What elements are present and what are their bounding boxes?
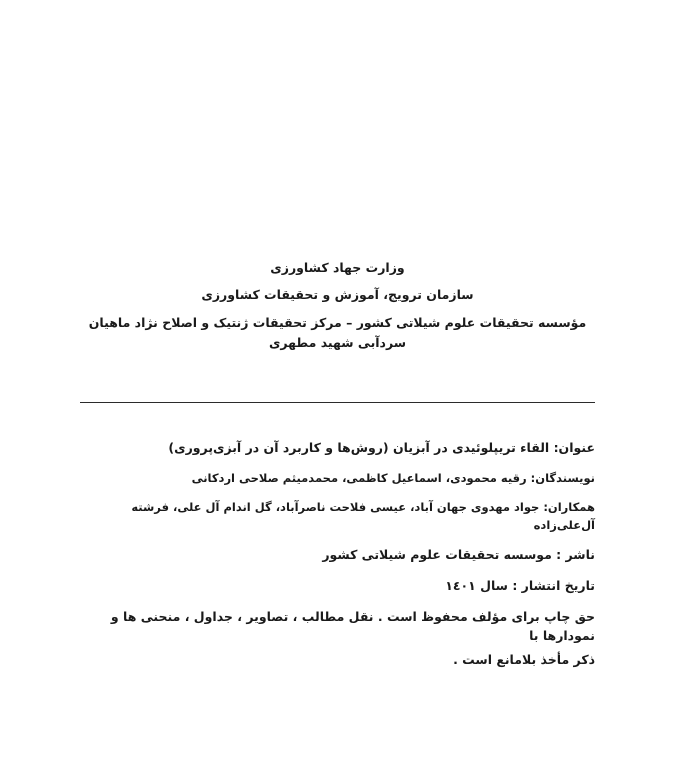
horizontal-divider (80, 402, 595, 403)
ministry-line: وزارت جهاد کشاورزی (270, 260, 405, 275)
book-title-line: عنوان: القاء تریپلوئیدی در آبزیان (روش‌ها و کاربرد آن در آبزی‌پروری) (168, 440, 595, 455)
publication-date-line: تاریخ انتشار : سال ١٤٠١ (445, 577, 595, 593)
publisher-line: ناشر : موسسه تحقیقات علوم شیلاتی کشور (322, 547, 595, 563)
institute-line: مؤسسه تحقیقات علوم شیلاتی کشور – مرکز تحقیقات ژنتیک و اصلاح نژاد ماهیان سردآبی شهید مطهری (88, 314, 587, 350)
book-info-block (80, 438, 595, 681)
collaborators-line: همکاران: جواد مهدوی جهان آباد، عیسی فلاحت ناصرآباد، گل اندام آل علی، فرشته آل‌علی‌زاده (131, 499, 595, 533)
publisher-header-block (80, 258, 595, 361)
copyright-line-2: ذکر مأخذ بلامانع است . (453, 652, 595, 668)
copyright-line-1: حق چاپ برای مؤلف محفوظ است . نقل مطالب ، تصاویر ، جداول ، منحنی ها و نمودارها با (110, 608, 595, 644)
organization-line: سازمان ترویج، آموزش و تحقیقات کشاورزی (201, 287, 474, 303)
authors-line: نویسندگان: رقیه محمودی، اسماعیل کاظمی، محمدمیثم صلاحی اردکانی (191, 470, 595, 485)
